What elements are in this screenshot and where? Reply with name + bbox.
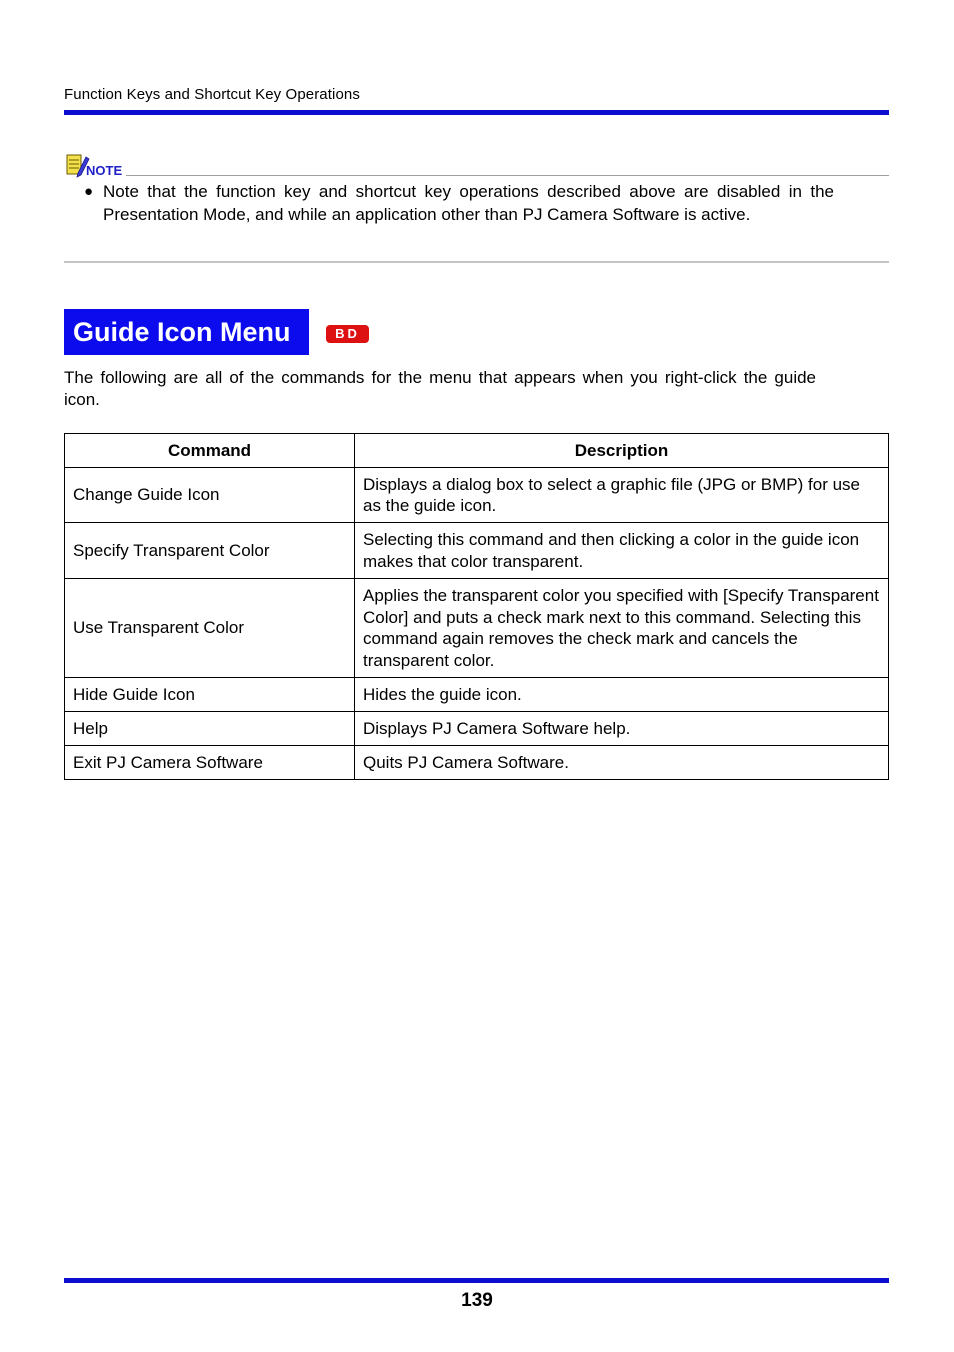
page-number: 139 [461,1290,493,1311]
command-cell: Use Transparent Color [65,579,355,678]
table-row [65,468,889,523]
command-cell: Help [65,712,355,746]
note-rule [126,175,889,176]
note-icon-label: NOTE [86,163,122,178]
running-header: Function Keys and Shortcut Key Operations [64,86,360,103]
section-title: Guide Icon Menu [64,309,309,355]
note-item [84,181,834,226]
note-pencil-icon [64,154,122,180]
description-cell: Hides the guide icon. [355,678,889,712]
header-rule [64,110,889,115]
command-cell: Exit PJ Camera Software [65,746,355,780]
bd-badge: BD [326,325,369,343]
column-header-command: Command [65,434,355,468]
note-divider [64,261,889,263]
footer-rule [64,1278,889,1283]
table-row [65,712,889,746]
bullet-icon: ● [84,183,94,200]
command-cell: Change Guide Icon [65,468,355,523]
description-cell: Displays PJ Camera Software help. [355,712,889,746]
description-cell: Selecting this command and then clicking a color in the guide icon makes that color transparent. [355,523,889,579]
table-row [65,746,889,780]
note-text: Note that the function key and shortcut key operations described above are disabled in the Presentation Mode, and while an application other than PJ Camera Software is active. [103,182,834,224]
table-header-row [65,434,889,468]
table-row [65,678,889,712]
command-cell: Hide Guide Icon [65,678,355,712]
description-cell: Displays a dialog box to select a graphic file (JPG or BMP) for use as the guide icon. [355,468,889,523]
command-cell: Specify Transparent Color [65,523,355,579]
table-row [65,523,889,579]
table-row [65,579,889,678]
description-cell: Applies the transparent color you specified with [Specify Transparent Color] and puts a check mark next to this command. Selecting this command again removes the check mark and cancels the transparent color. [355,579,889,678]
intro-paragraph: The following are all of the commands for the menu that appears when you right-click the guide icon. [64,368,816,409]
description-cell: Quits PJ Camera Software. [355,746,889,780]
column-header-description: Description [355,434,889,468]
command-table [64,433,889,780]
